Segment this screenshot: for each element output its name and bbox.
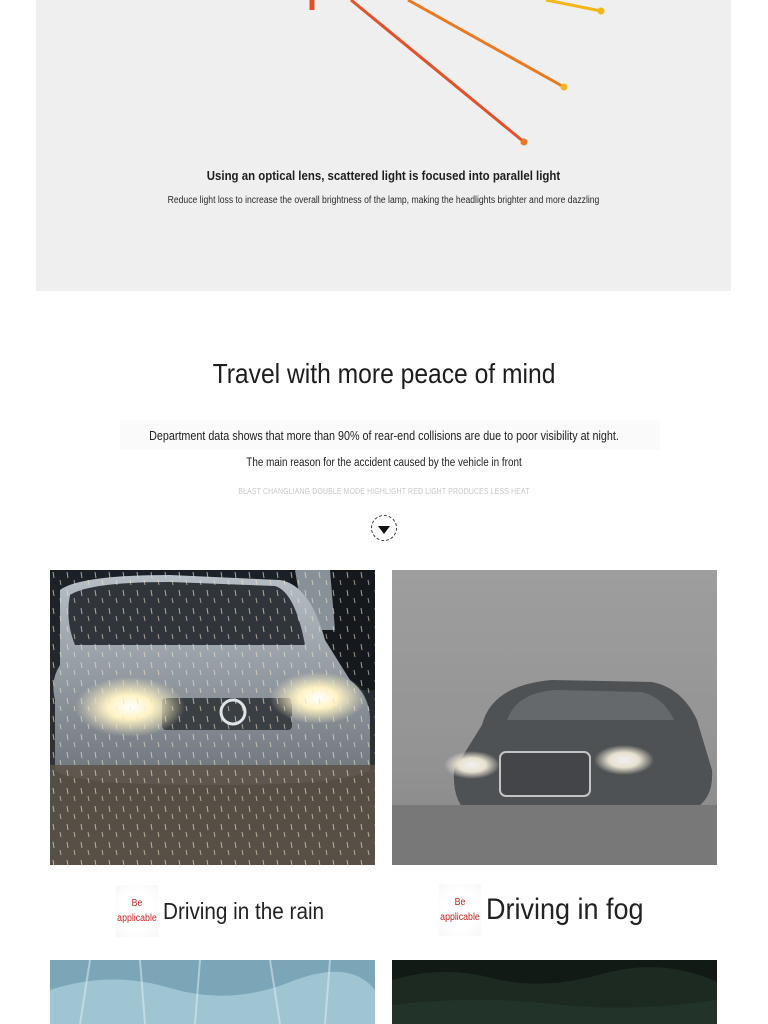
arrow-glyph — [378, 526, 390, 534]
light-rays-illustration — [36, 0, 731, 160]
tagline: BLAST CHANGLIANG DOUBLE MODE HIGHLIGHT RED LIGHT PRODUCES LESS HEAT — [238, 487, 530, 496]
section-title: Travel with more peace of mind — [212, 358, 556, 389]
rain-driving-photo — [50, 570, 375, 865]
applicable-badge — [439, 884, 481, 936]
applicable-badge — [116, 885, 158, 937]
lens-title: Using an optical lens, scattered light is focused into parallel light — [206, 168, 561, 183]
light-ray-tip — [598, 8, 605, 15]
light-ray — [408, 0, 564, 87]
rain-label: Driving in the rain — [163, 897, 325, 924]
badge-line: applicable — [117, 913, 157, 924]
lens-subtitle: Reduce light loss to increase the overall brightness of the lamp, making the headlights brighter and more dazzling — [167, 195, 600, 206]
light-ray-tip — [561, 84, 568, 91]
badge-line: applicable — [440, 912, 480, 923]
snow-driving-photo — [50, 960, 375, 1024]
statistic-text: Department data shows that more than 90% of rear-end collisions are due to poor visibility at night. — [149, 429, 619, 443]
fog-driving-photo — [392, 570, 717, 865]
light-ray-tip — [521, 139, 528, 146]
reason-text: The main reason for the accident caused by the vehicle in front — [246, 457, 522, 469]
badge-line: Be — [454, 897, 466, 908]
fog-label: Driving in fog — [486, 893, 644, 926]
night-driving-photo — [392, 960, 717, 1024]
lens-feature-panel — [36, 0, 731, 291]
rain-caption — [113, 885, 342, 937]
badge-line: Be — [131, 898, 143, 909]
chevron-down-icon[interactable] — [371, 515, 397, 541]
light-ray — [351, 0, 524, 142]
fog-caption — [436, 884, 661, 936]
light-ray — [546, 0, 601, 11]
